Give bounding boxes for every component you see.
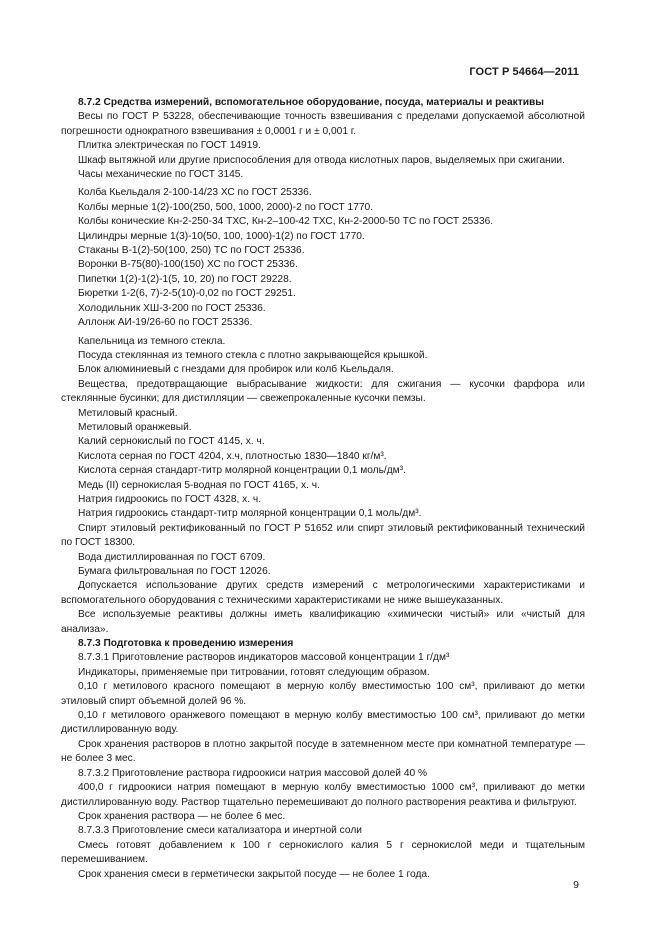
section-heading-8-7-3: 8.7.3 Подготовка к проведению измерения [78,638,294,650]
page-body [61,96,585,882]
paragraph: 0,10 г метилового красного помещают в мерную колбу вместимостью 100 см³, приливают до метки этиловый спирт объемной долей 96 %. [61,681,585,707]
paragraph: Все используемые реактивы должны иметь квалификацию «химически чистый» или «чистый для анализа». [61,609,585,635]
paragraph: Холодильник ХШ-3-200 по ГОСТ 25336. [78,302,266,314]
paragraph: Срок хранения растворов в плотно закрытой посуде в затемненном месте при комнатной температуре — не более 3 мес. [61,738,585,765]
paragraph: Бюретки 1-2(6, 7)-2-5(10)-0,02 по ГОСТ 29251. [78,288,296,300]
paragraph: Посуда стеклянная из темного стекла с плотно закрывающейся крышкой. [78,349,428,361]
paragraph: Медь (II) сернокислая 5-водная по ГОСТ 4165, х. ч. [78,479,320,491]
section-heading-8-7-2: 8.7.2 Средства измерений, вспомогательное оборудование, посуда, материалы и реактивы [78,97,544,108]
paragraph: 8.7.3.3 Приготовление смеси катализатора и инертной соли [78,825,362,837]
paragraph: 0,10 г метилового оранжевого помещают в мерную колбу вместимостью 100 см³, приливают до метки дистиллированную воду. [61,710,585,736]
paragraph: Воронки В-75(80)-100(150) ХС по ГОСТ 25336. [78,259,298,271]
paragraph: Бумага фильтровальная по ГОСТ 12026. [78,566,271,577]
paragraph: Допускается использование других средств измерений с метрологическими характеристиками и вспомогательного оборудования с техническими характеристиками не ниже вышеуказанных. [61,580,585,606]
paragraph: Кислота серная стандарт-титр молярной концентрации 0,1 моль/дм³. [78,465,406,477]
paragraph: Индикаторы, применяемые при титровании, готовят следующим образом. [78,666,430,678]
paragraph: Метиловый оранжевый. [78,421,192,433]
paragraph: Вещества, предотвращающие выбрасывание жидкости: для сжигания — кусочки фарфора или стеклянные бусинки; для дистилляции — свежепрокаленные кусочки пемзы. [61,378,585,405]
paragraph: Натрия гидроокись стандарт-титр молярной концентрации 0,1 моль/дм³. [78,508,422,520]
paragraph: 8.7.3.2 Приготовление раствора гидроокиси натрия массовой долей 40 % [78,767,428,779]
paragraph: Стаканы В-1(2)-50(100, 250) ТС по ГОСТ 25336. [78,245,305,257]
paragraph: 400,0 г гидроокиси натрия помещают в мерную колбу вместимостью 1000 см³, приливают до метки дистиллированную воду. Раствор тщательно перемешивают до полного растворения реактива и фильтруют. [61,782,585,808]
page-number: 9 [573,879,579,891]
paragraph: Блок алюминиевый с гнездами для пробирок или колб Кьельдаля. [78,364,394,376]
paragraph: Срок хранения раствора — не более 6 мес. [78,810,286,822]
paragraph: Часы механические по ГОСТ 3145. [78,169,244,181]
paragraph: Спирт этиловый ректификованный по ГОСТ Р 51652 или спирт этиловый ректификованный технический по ГОСТ 18300. [61,522,585,549]
paragraph: Метиловый красный. [78,407,178,419]
paragraph: Срок хранения смеси в герметически закрытой посуде — не более 1 года. [78,868,430,880]
document-header: ГОСТ Р 54664—2011 [469,66,579,78]
paragraph: Колбы конические Кн-2-250-34 ТХС, Кн-2–100-42 ТХС, Кн-2-2000-50 ТС по ГОСТ 25336. [78,216,494,228]
paragraph: Капельница из темного стекла. [78,335,226,347]
paragraph: Аллонж АИ-19/26-60 по ГОСТ 25336. [78,317,253,329]
paragraph: Смесь готовят добавлением к 100 г сернокислого калия 5 г сернокислой меди и тщательным перемешиванием. [61,839,585,866]
paragraph: Калий сернокислый по ГОСТ 4145, х. ч. [78,436,265,448]
paragraph: Вода дистиллированная по ГОСТ 6709. [78,551,266,563]
paragraph: Колба Кьельдаля 2-100-14/23 ХС по ГОСТ 25336. [78,187,312,199]
paragraph: 8.7.3.1 Приготовление растворов индикаторов массовой концентрации 1 г/дм³ [78,652,450,664]
paragraph: Цилиндры мерные 1(3)-10(50, 100, 1000)-1(2) по ГОСТ 1770. [78,230,365,242]
paragraph: Плитка электрическая по ГОСТ 14919. [78,140,261,152]
paragraph: Пипетки 1(2)-1(2)-1(5, 10, 20) по ГОСТ 29228. [78,273,292,285]
paragraph: Колбы мерные 1(2)-100(250, 500, 1000, 2000)-2 по ГОСТ 1770. [78,201,374,213]
paragraph: Весы по ГОСТ Р 53228, обеспечивающие точность взвешивания с пределами допускаемой абсолютной погрешности однократного взвешивания ± 0,0001 г и ± 0,001 г. [61,111,585,137]
paragraph: Натрия гидроокись по ГОСТ 4328, х. ч. [78,493,262,505]
paragraph: Шкаф вытяжной или другие приспособления для отвода кислотных паров, выделяемых при сжигании. [78,154,565,166]
paragraph: Кислота серная по ГОСТ 4204, х.ч, плотностью 1830—1840 кг/м³. [78,450,387,462]
